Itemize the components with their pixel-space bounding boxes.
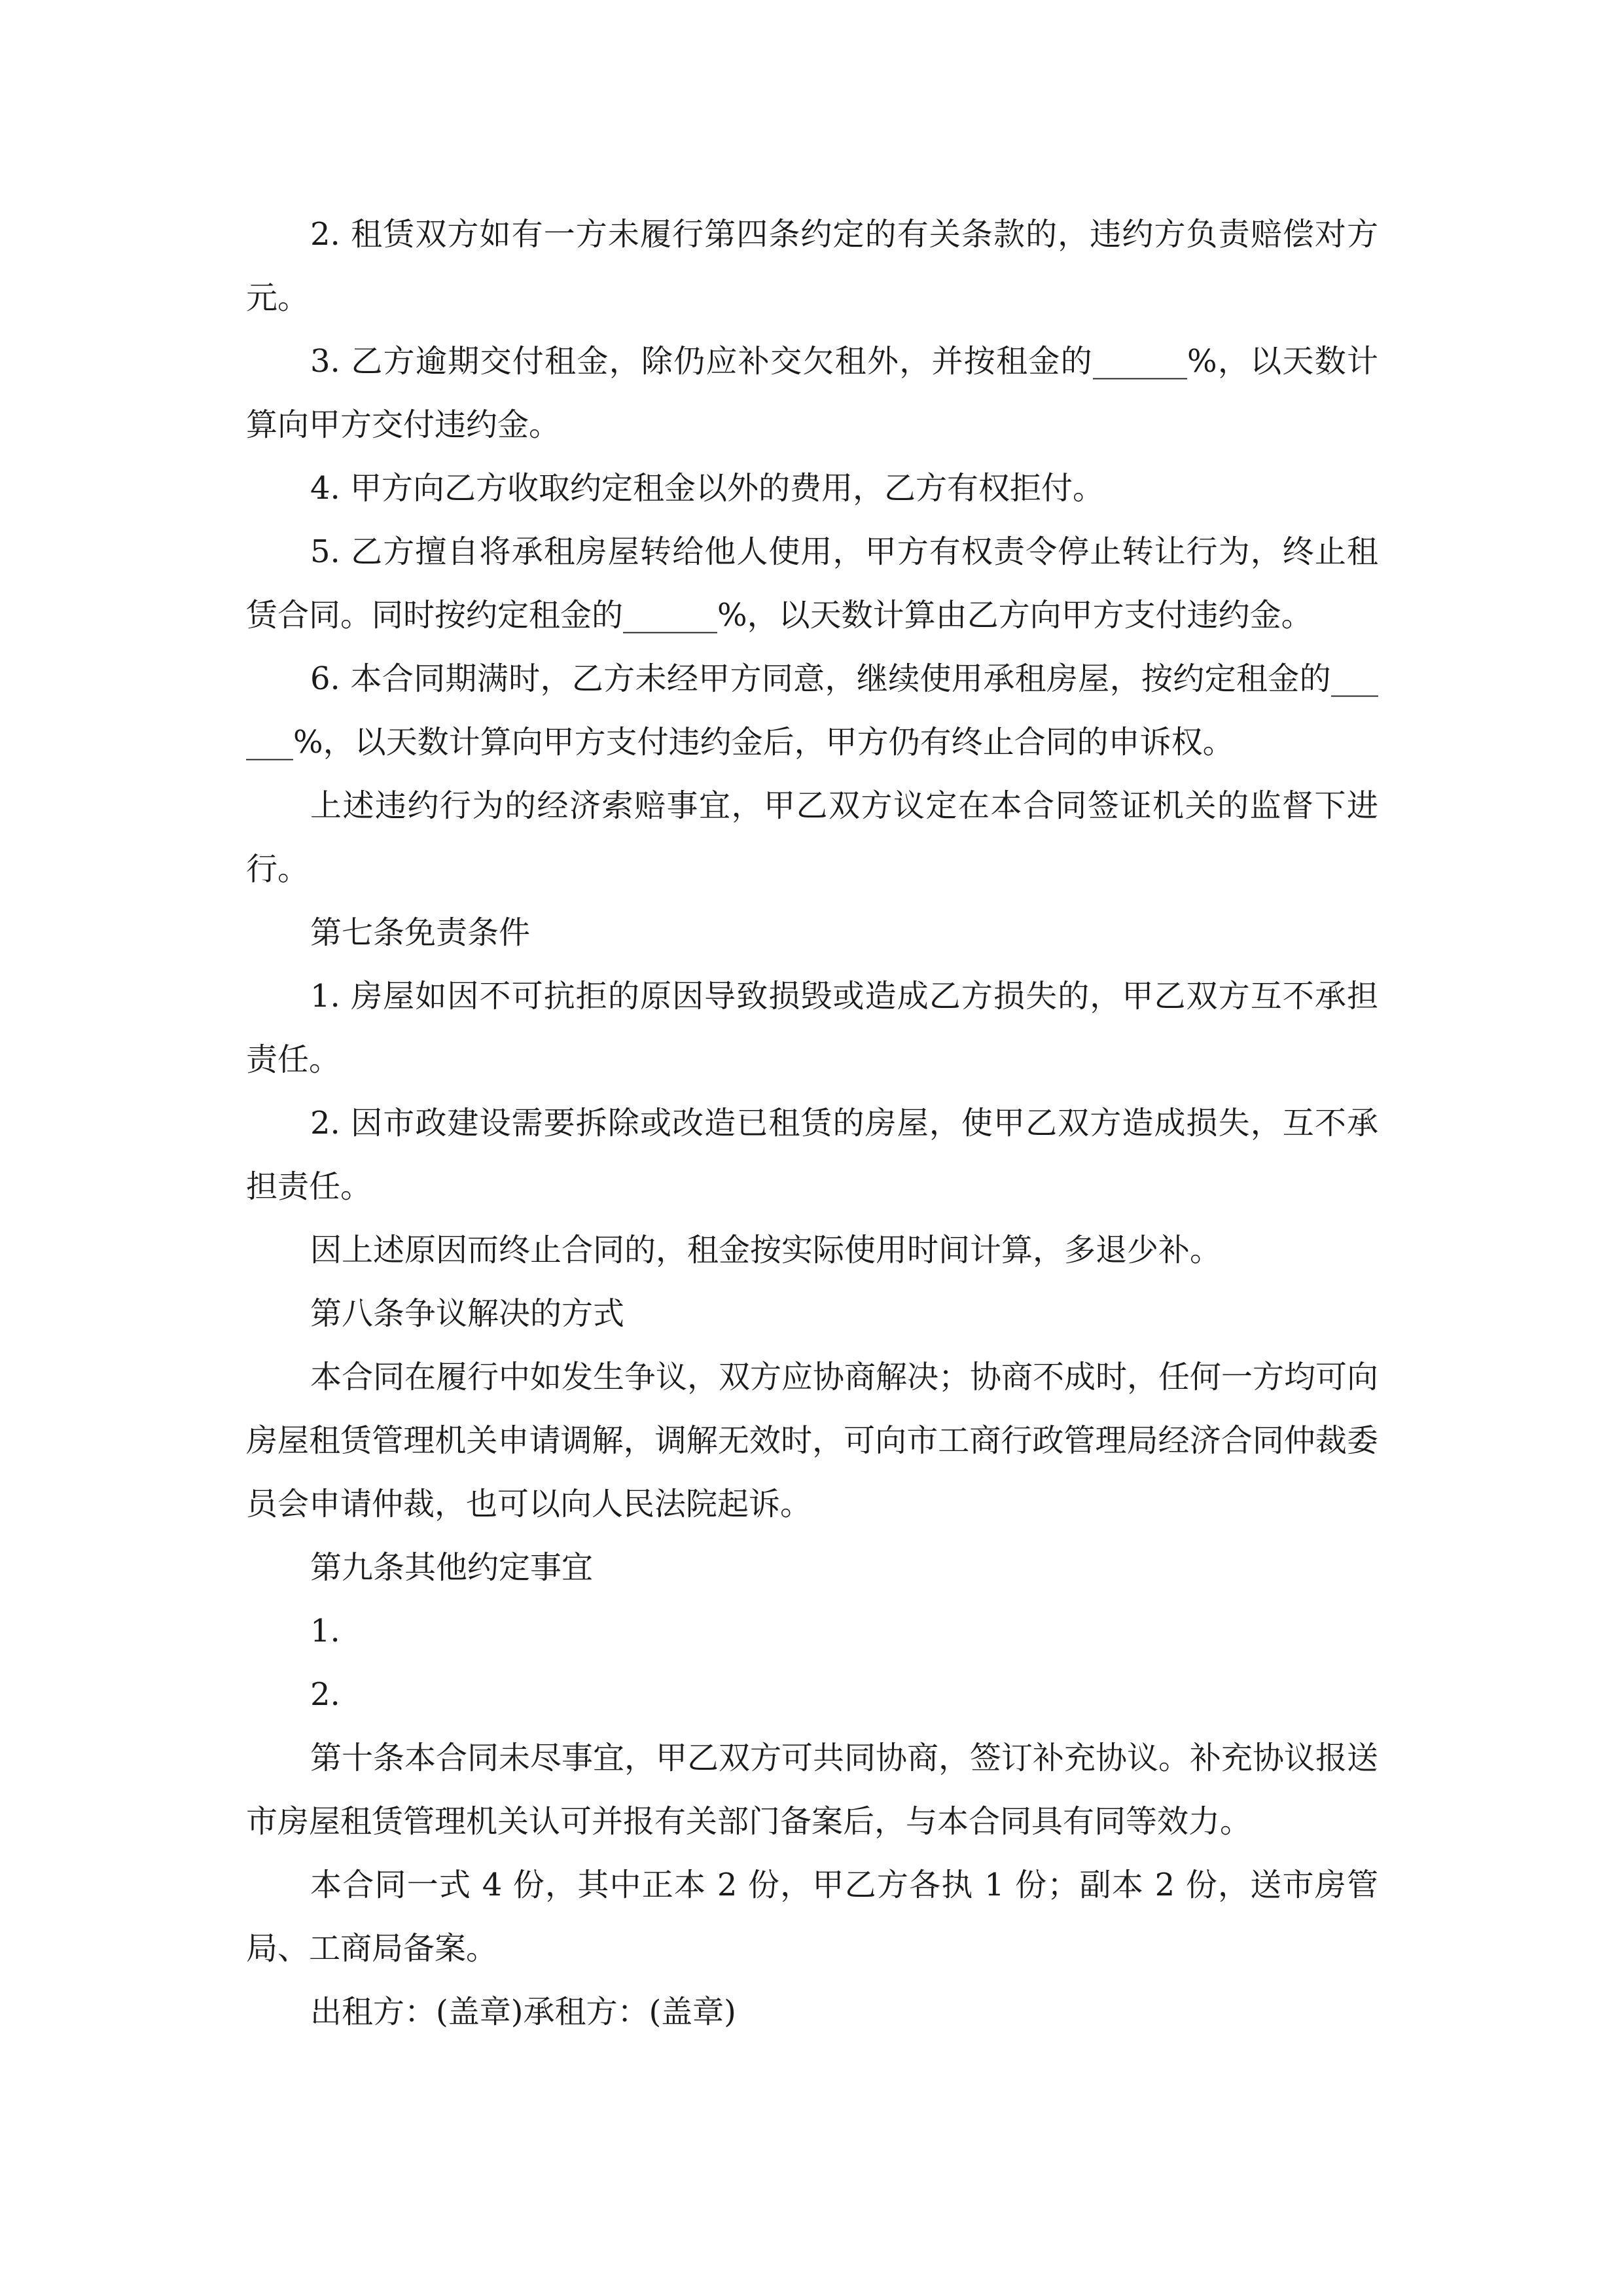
clause-paragraph: 5. 乙方擅自将承租房屋转给他人使用，甲方有权责令停止转让行为，终止租赁合同。同时按约定租金的______%，以天数计算由乙方向甲方支付违约金。 — [246, 533, 1378, 634]
clause-paragraph: 6. 本合同期满时，乙方未经甲方同意，继续使用承租房屋，按约定租金的______%，以天数计算向甲方支付违约金后，甲方仍有终止合同的申诉权。 — [246, 660, 1378, 761]
list-item: 2. — [310, 1676, 340, 1713]
clause-paragraph: 因上述原因而终止合同的，租金按实际使用时间计算，多退少补。 — [310, 1232, 1222, 1268]
clause-paragraph: 1. 房屋如因不可抗拒的原因导致损毁或造成乙方损失的，甲乙双方互不承担责任。 — [246, 978, 1378, 1078]
clause-paragraph: 第十条本合同未尽事宜，甲乙双方可共同协商，签订补充协议。补充协议报送市房屋租赁管理机关认可并报有关部门备案后，与本合同具有同等效力。 — [246, 1740, 1379, 1840]
clause-paragraph: 本合同在履行中如发生争议，双方应协商解决；协商不成时，任何一方均可向房屋租赁管理机关申请调解，调解无效时，可向市工商行政管理局经济合同仲裁委员会申请仲裁，也可以向人民法院起诉。 — [246, 1359, 1379, 1522]
clause-paragraph: 2. 因市政建设需要拆除或改造已租赁的房屋，使甲乙双方造成损失，互不承担责任。 — [246, 1105, 1378, 1205]
clause-paragraph: 4. 甲方向乙方收取约定租金以外的费用，乙方有权拒付。 — [310, 470, 1105, 507]
document-body — [246, 203, 1378, 2044]
clause-paragraph: 2. 租赁双方如有一方未履行第四条约定的有关条款的，违约方负责赔偿对方元。 — [246, 216, 1378, 316]
signature-line: 出租方：(盖章)承租方：(盖章) — [310, 1994, 736, 2030]
clause-paragraph: 上述违约行为的经济索赔事宜，甲乙双方议定在本合同签证机关的监督下进行。 — [246, 787, 1378, 888]
article-heading: 第九条其他约定事宜 — [310, 1549, 594, 1586]
clause-paragraph: 3. 乙方逾期交付租金，除仍应补交欠租外，并按租金的______%，以天数计算向甲方交付违约金。 — [246, 343, 1378, 443]
clause-paragraph: 本合同一式 4 份，其中正本 2 份，甲乙方各执 1 份；副本 2 份，送市房管局、工商局备案。 — [246, 1867, 1378, 1967]
article-heading: 第七条免责条件 — [310, 914, 531, 951]
list-item: 1. — [310, 1613, 340, 1649]
article-heading: 第八条争议解决的方式 — [310, 1295, 625, 1332]
